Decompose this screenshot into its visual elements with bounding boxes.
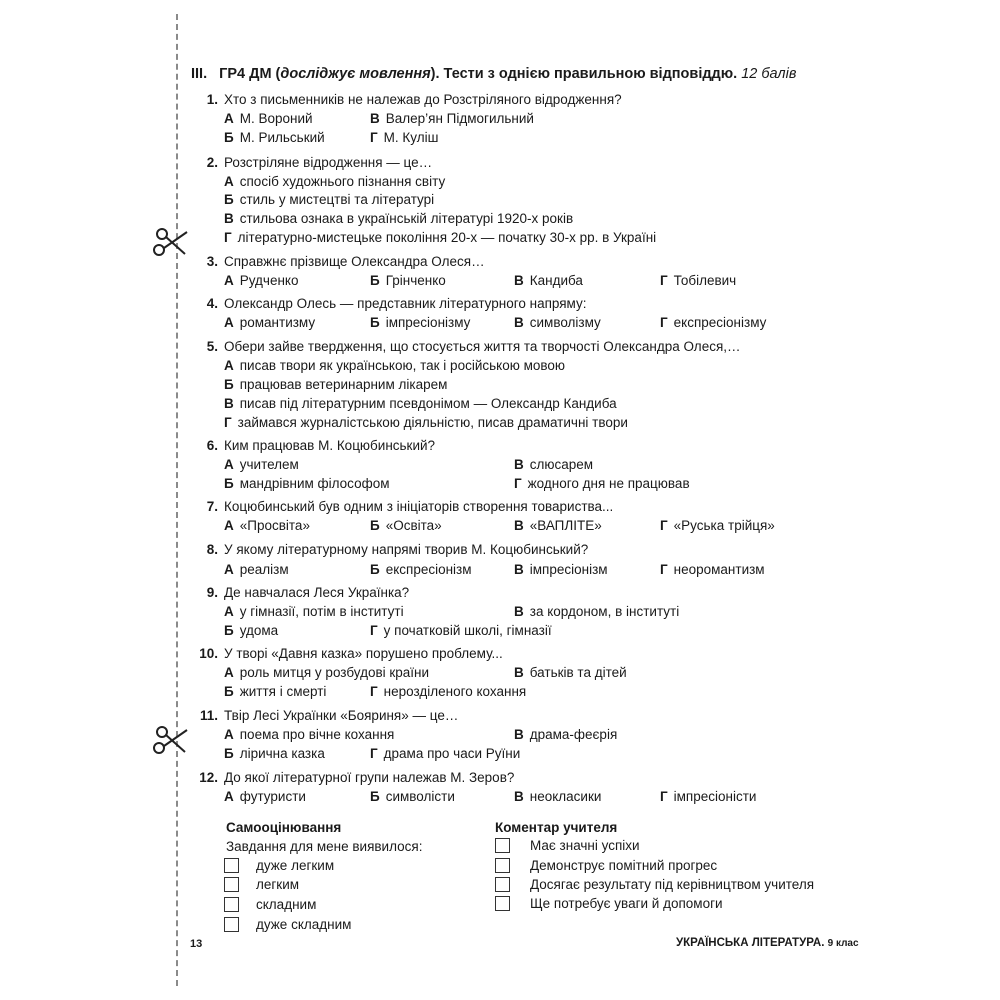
question-number: 4.: [206, 296, 218, 311]
answer-option[interactable]: Б стиль у мистецтві та літературі: [224, 192, 435, 207]
answer-option[interactable]: А спосіб художнього пізнання світу: [224, 174, 446, 189]
self-assessment-checkbox[interactable]: [224, 897, 239, 912]
self-assessment-checkbox[interactable]: [224, 858, 239, 873]
question-text: У творі «Давня казка» порушено проблему...: [224, 646, 503, 661]
answer-option[interactable]: Г жодного дня не працював: [514, 476, 690, 491]
answer-option[interactable]: Б удома: [224, 623, 279, 638]
answer-option[interactable]: Г експресіонізму: [660, 315, 767, 330]
answer-option[interactable]: В символізму: [514, 315, 601, 330]
question-number: 9.: [206, 585, 218, 600]
book-title-text: УКРАЇНСЬКА ЛІТЕРАТУРА.: [676, 937, 825, 949]
answer-option[interactable]: А М. Вороний: [224, 111, 313, 126]
checkbox-label: Має значні успіхи: [530, 838, 640, 853]
self-assessment-title: Самооцінювання: [226, 820, 342, 835]
answer-option[interactable]: Б символісти: [370, 789, 455, 804]
question-text: Справжнє прізвище Олександра Олеся…: [224, 254, 485, 269]
question-number: 6.: [206, 438, 218, 453]
heading-points: 12 балів: [741, 66, 797, 82]
answer-option[interactable]: Г літературно-мистецьке покоління 20-х — початку 30-х рр. в Україні: [224, 230, 657, 245]
question-text: Ким працював М. Коцюбинський?: [224, 438, 436, 453]
checkbox-label: дуже складним: [256, 917, 352, 932]
teacher-comment-title: Коментар учителя: [495, 820, 618, 835]
book-title: [676, 937, 859, 949]
question-number: 2.: [206, 155, 218, 170]
heading-italic: досліджує мовлення: [280, 66, 431, 82]
answer-option[interactable]: А учителем: [224, 457, 299, 472]
cut-line: [176, 14, 178, 986]
question-number: 10.: [199, 646, 218, 661]
answer-option[interactable]: Б Грінченко: [370, 273, 446, 288]
answer-option[interactable]: А футуристи: [224, 789, 306, 804]
page-number: 13: [190, 938, 203, 950]
answer-option[interactable]: Г нерозділеного кохання: [370, 684, 527, 699]
answer-option[interactable]: А писав твори як українською, так і російською мовою: [224, 358, 566, 373]
answer-option[interactable]: Г «Руська трійця»: [660, 518, 775, 533]
answer-option[interactable]: Б життя і смерті: [224, 684, 327, 699]
answer-option[interactable]: В слюсарем: [514, 457, 594, 472]
question-number: 11.: [199, 708, 218, 723]
section-heading: [191, 66, 796, 82]
checkbox-label: Досягає результату під керівництвом учителя: [530, 877, 815, 892]
answer-option[interactable]: В за кордоном, в інституті: [514, 604, 680, 619]
checkbox-label: легким: [256, 877, 300, 892]
answer-option[interactable]: В Кандиба: [514, 273, 583, 288]
answer-option[interactable]: Г займався журналістською діяльністю, писав драматичні твори: [224, 415, 628, 430]
answer-option[interactable]: Б М. Рильський: [224, 130, 325, 145]
answer-option[interactable]: Г Тобілевич: [660, 273, 737, 288]
checkbox-label: дуже легким: [256, 858, 335, 873]
answer-option[interactable]: В Валер’ян Підмогильний: [370, 111, 534, 126]
answer-option[interactable]: Г неоромантизм: [660, 562, 765, 577]
answer-option[interactable]: В батьків та дітей: [514, 665, 627, 680]
question-text: Обери зайве твердження, що стосується життя та творчості Олександра Олеся,…: [224, 339, 741, 354]
question-text: До якої літературної групи належав М. Зеров?: [224, 770, 515, 785]
answer-option[interactable]: Б працював ветеринарним лікарем: [224, 377, 448, 392]
answer-option[interactable]: А «Просвіта»: [224, 518, 310, 533]
answer-option[interactable]: Б експресіонізм: [370, 562, 472, 577]
answer-option[interactable]: Б мандрівним філософом: [224, 476, 390, 491]
question-text: Розстріляне відродження — це…: [224, 155, 433, 170]
question-text: Олександр Олесь — представник літературного напряму:: [224, 296, 587, 311]
answer-option[interactable]: А романтизму: [224, 315, 316, 330]
answer-option[interactable]: А поема про вічне кохання: [224, 727, 395, 742]
answer-option[interactable]: Г драма про часи Руїни: [370, 746, 521, 761]
question-number: 7.: [206, 499, 218, 514]
question-number: 3.: [206, 254, 218, 269]
answer-option[interactable]: Г імпресіоністи: [660, 789, 757, 804]
question-text: Коцюбинський був одним з ініціаторів створення товариства...: [224, 499, 614, 514]
question-number: 1.: [206, 92, 218, 107]
scissors-icon: [151, 224, 191, 260]
checkbox-label: Ще потребує уваги й допомоги: [530, 896, 723, 911]
question-number: 5.: [206, 339, 218, 354]
answer-option[interactable]: Б лірична казка: [224, 746, 325, 761]
heading-title-part1: ГР4 ДМ (: [219, 66, 281, 82]
answer-option[interactable]: А роль митця у розбудові країни: [224, 665, 430, 680]
answer-option[interactable]: А у гімназії, потім в інституті: [224, 604, 404, 619]
question-text: У якому літературному напрямі творив М. Коцюбинський?: [224, 542, 589, 557]
answer-option[interactable]: А реалізм: [224, 562, 289, 577]
self-assessment-subtitle: Завдання для мене виявилося:: [226, 839, 423, 854]
question-number: 12.: [199, 770, 218, 785]
question-number: 8.: [206, 542, 218, 557]
answer-option[interactable]: В стильова ознака в українській літературі 1920-х років: [224, 211, 574, 226]
answer-option[interactable]: В «ВАПЛІТЕ»: [514, 518, 602, 533]
question-text: Хто з письменників не належав до Розстріляного відродження?: [224, 92, 622, 107]
checkbox-label: складним: [256, 897, 317, 912]
answer-option[interactable]: Б імпресіонізму: [370, 315, 471, 330]
scissors-icon: [151, 722, 191, 758]
teacher-comment-checkbox[interactable]: [495, 838, 510, 853]
answer-option[interactable]: Г у початковій школі, гімназії: [370, 623, 552, 638]
heading-title-part2: ). Тести з однією правильною відповіддю.: [430, 66, 738, 82]
grade-label: 9 клас: [827, 938, 859, 949]
teacher-comment-checkbox[interactable]: [495, 877, 510, 892]
answer-option[interactable]: Г М. Куліш: [370, 130, 439, 145]
teacher-comment-checkbox[interactable]: [495, 896, 510, 911]
teacher-comment-checkbox[interactable]: [495, 858, 510, 873]
question-text: Твір Лесі Українки «Бояриня» — це…: [224, 708, 459, 723]
checkbox-label: Демонструє помітний прогрес: [530, 858, 718, 873]
answer-option[interactable]: В неокласики: [514, 789, 602, 804]
question-text: Де навчалася Леся Українка?: [224, 585, 410, 600]
self-assessment-checkbox[interactable]: [224, 917, 239, 932]
answer-option[interactable]: В драма-феєрія: [514, 727, 618, 742]
self-assessment-checkbox[interactable]: [224, 877, 239, 892]
answer-option[interactable]: В писав під літературним псевдонімом — Олександр Кандиба: [224, 396, 617, 411]
answer-option[interactable]: Б «Освіта»: [370, 518, 442, 533]
section-number: III.: [191, 66, 208, 82]
answer-option[interactable]: А Рудченко: [224, 273, 299, 288]
answer-option[interactable]: В імпресіонізм: [514, 562, 608, 577]
